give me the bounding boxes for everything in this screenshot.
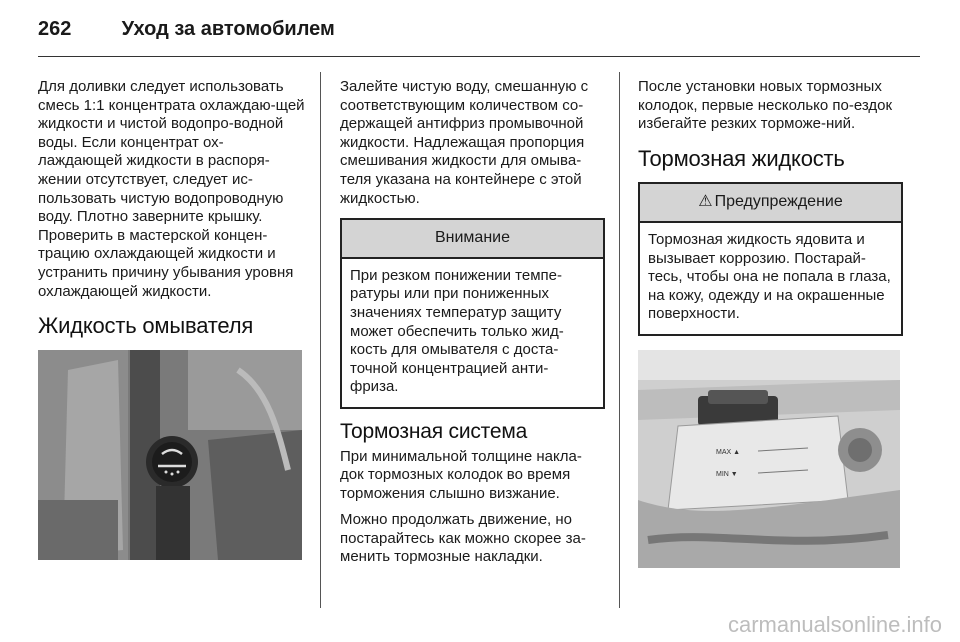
- column-2: [340, 78, 605, 575]
- coolant-paragraph: Для доливки следует использовать смесь 1:1 концентрата охлаждаю-щей жидкости и чистой водопро-водной воды. Если концентрат ох-лаждающей жидкости в распоря-жении отсутствует, следует ис-пользовать чистую водопроводную воду. Плотно заверните крышку. Проверить в мастерской концен-трацию охлаждающей жидкости и устранить причину убывания уровня охлаждающей жидкости.: [38, 78, 305, 300]
- page-header: [38, 18, 335, 41]
- column-divider-1: [320, 72, 321, 608]
- min-mark-label: MIN ▼: [716, 470, 738, 478]
- column-1: [38, 78, 308, 560]
- washer-reservoir-photo: [38, 350, 302, 560]
- washer-reservoir-illustration: [38, 350, 302, 560]
- brake-system-heading: Тормозная система: [340, 419, 528, 443]
- notice-title: Внимание: [342, 220, 603, 259]
- warning-box: [638, 182, 903, 336]
- brake-fluid-reservoir-photo: [638, 350, 900, 568]
- watermark: carmanualsonline.info: [727, 612, 942, 637]
- brake-system-paragraph-1: При минимальной толщине накла-док тормозных колодок во время торможения слышно визжание.: [340, 447, 582, 502]
- page-number: 262: [38, 18, 72, 40]
- brake-system-paragraph-2: Можно продолжать движение, но постарайтесь как можно скорее за-менить тормозные накладки.: [340, 511, 586, 566]
- page-title: Уход за автомобилем: [121, 18, 335, 40]
- max-mark-label: MAX ▲: [716, 448, 741, 456]
- warning-text: Тормозная жидкость ядовита и вызывает коррозию. Постарай-тесь, чтобы она не попала в глаза, на кожу, одежду и на окрашенные поверхности.: [648, 230, 891, 323]
- notice-box: [340, 218, 605, 409]
- washer-fluid-paragraph: Залейте чистую воду, смешанную с соответствующим количеством со-держащей антифриз промывочной жидкости. Надлежащая пропорция смешивания жидкости для омыва-теля указана на контейнере с этой жидкостью.: [340, 78, 589, 207]
- column-divider-2: [619, 72, 620, 608]
- warning-title: Предупреждение: [714, 193, 843, 211]
- warning-triangle-icon: ⚠: [698, 193, 713, 211]
- washer-fluid-heading: Жидкость омывателя: [38, 313, 254, 339]
- brake-fluid-reservoir-illustration: [638, 350, 900, 568]
- brake-fluid-heading: Тормозная жидкость: [638, 145, 845, 171]
- warning-header: [640, 184, 901, 223]
- header-rule: [38, 56, 920, 57]
- column-3: [638, 78, 903, 568]
- notice-text: При резком понижении темпе-ратуры или при пониженных значениях температур защиту может обеспечить только жид-кость для омывателя с доста-точной концентрацией анти-фриза.: [350, 266, 564, 396]
- brake-pads-paragraph: После установки новых тормозных колодок, первые несколько по-ездок избегайте резких торможе-ний.: [638, 78, 893, 133]
